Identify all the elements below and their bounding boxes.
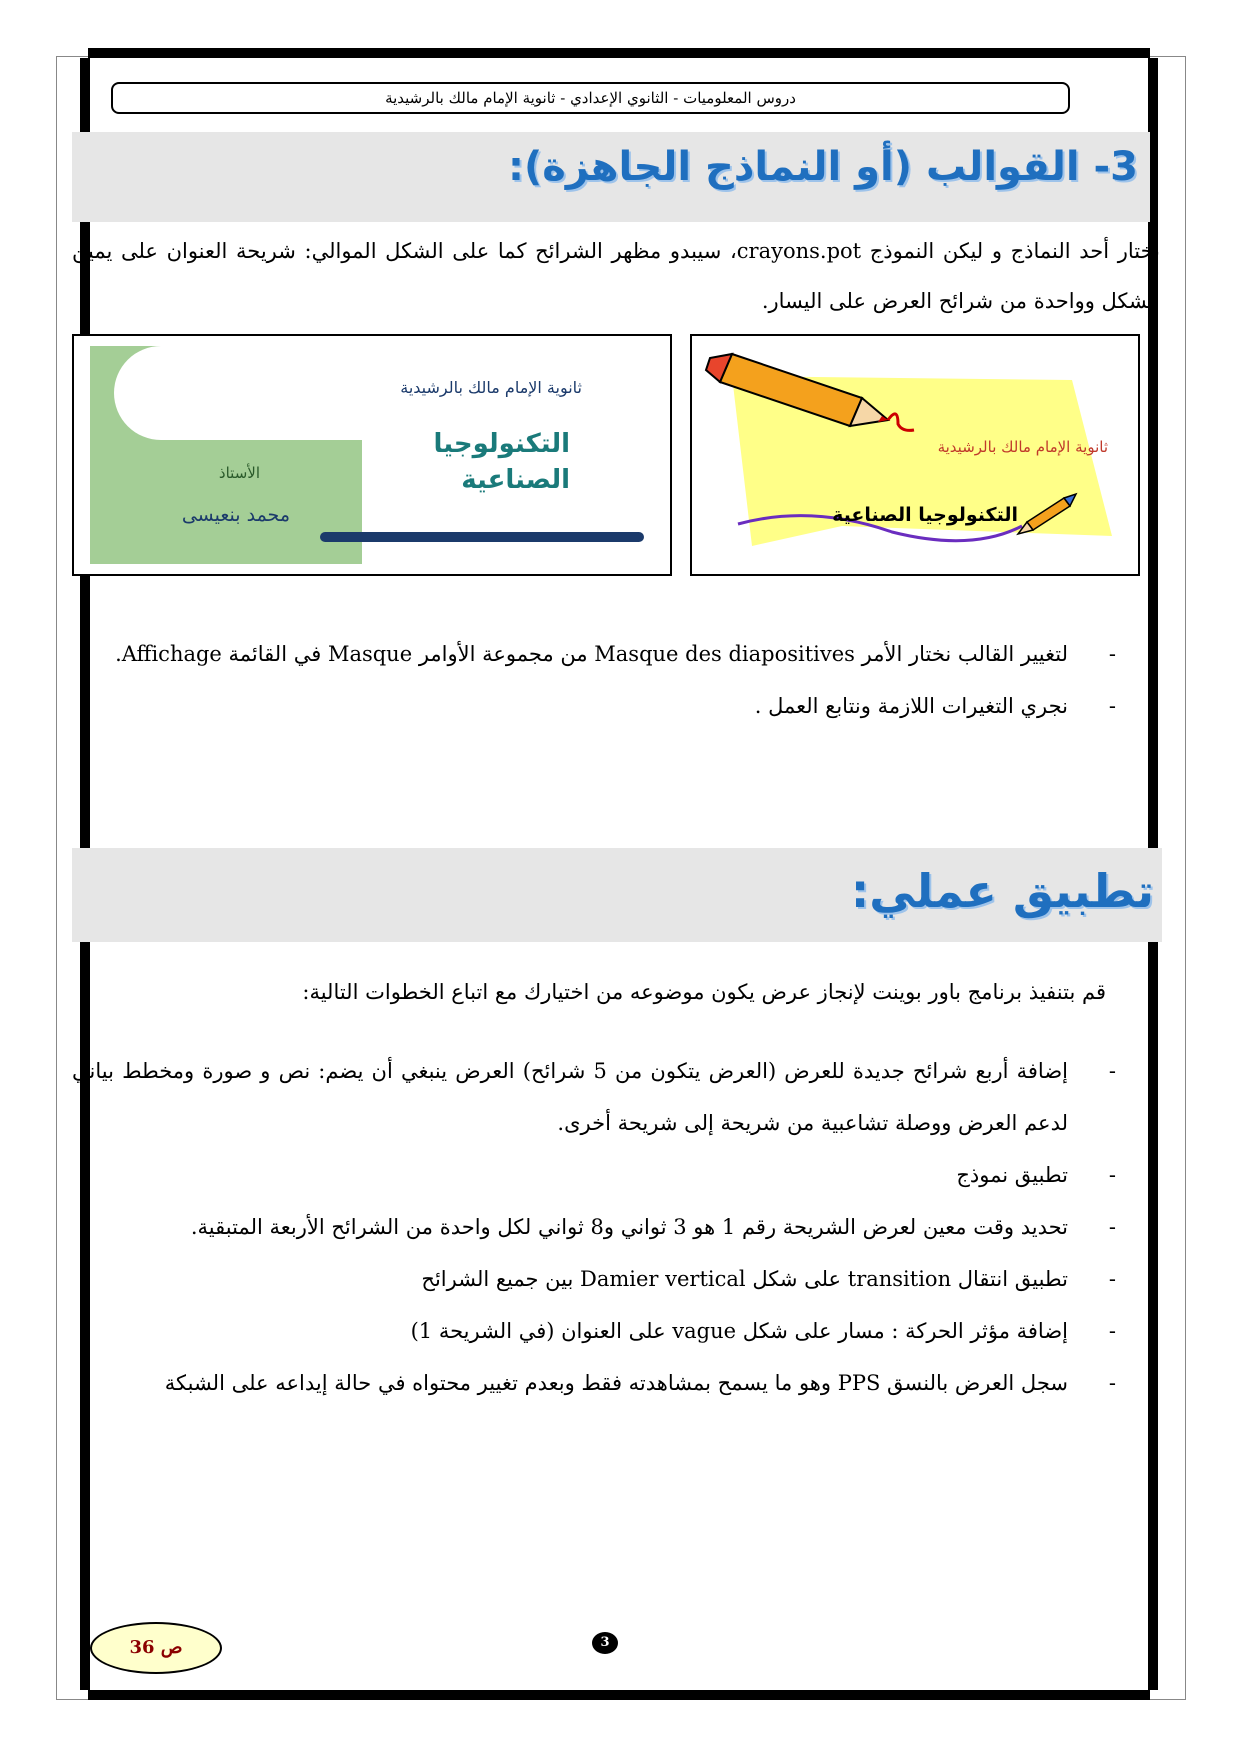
- slide-title: التكنولوجيا الصناعية: [832, 504, 1018, 526]
- slide-title-line1: التكنولوجيا: [433, 429, 570, 459]
- list-item: - نجري التغيرات اللازمة ونتابع العمل .: [72, 680, 1122, 732]
- slide-title: [434, 426, 571, 498]
- practice-title: تطبيق عملي:: [850, 864, 1154, 918]
- page-number-badge: [90, 1622, 222, 1674]
- slide-school-name: ثانوية الإمام مالك بالرشيدية: [937, 438, 1108, 456]
- frame-top-bar: [88, 48, 1150, 58]
- template-steps-list: [72, 628, 1122, 732]
- list-item: - تطبيق انتقال transition على شكل Damier vertical بين جميع الشرائح: [72, 1253, 1122, 1305]
- page-header: [111, 82, 1070, 114]
- slide-thumbnail-title: [690, 334, 1140, 576]
- slide-accent-bar: [320, 532, 644, 542]
- list-item: - تحديد وقت معين لعرض الشريحة رقم 1 هو 3 ثواني و8 ثواني لكل واحدة من الشرائح الأربعة المتبقية.: [72, 1201, 1122, 1253]
- page-number-text: ص 36: [129, 1637, 183, 1658]
- practice-intro: قم بتنفيذ برنامج باور بوينت لإنجاز عرض يكون موضوعه من اختيارك مع اتباع الخطوات التالية:: [302, 980, 1106, 1004]
- section-number-dot: 3: [592, 1632, 618, 1654]
- list-item: - سجل العرض بالنسق PPS وهو ما يسمح بمشاهدته فقط وبعدم تغيير محتواه في حالة إيداعه على الشبكة: [72, 1357, 1122, 1409]
- section-title: 3- القوالب (أو النماذج الجاهزة):: [507, 144, 1138, 190]
- practice-title-band: [72, 848, 1162, 942]
- practice-steps-list: [72, 1045, 1122, 1409]
- header-text: دروس المعلوميات - الثانوي الإعدادي - ثانوية الإمام مالك بالرشيدية: [385, 89, 796, 107]
- slide-thumbnail-content: [72, 334, 672, 576]
- slide-title-line2: الصناعية: [461, 465, 570, 495]
- list-item: - تطبيق نموذج: [72, 1149, 1122, 1201]
- section-title-band: [72, 132, 1150, 222]
- list-item: - إضافة مؤثر الحركة : مسار على شكل vague على العنوان (في الشريحة 1): [72, 1305, 1122, 1357]
- slide-prof-label: الأستاذ: [218, 464, 260, 482]
- list-item: - لتغيير القالب نختار الأمر Masque des diapositives من مجموعة الأوامر Masque في القائمة Affichage.: [72, 628, 1122, 680]
- slide-prof-name: محمد بنعيسى: [181, 504, 290, 526]
- intro-paragraph: نختار أحد النماذج و ليكن النموذج crayons.pot، سيبدو مظهر الشرائح كما على الشكل الموالي: شريحة العنوان على يمين الشكل وواحدة من شرائح العرض على اليسار.: [72, 239, 1161, 313]
- frame-bottom-bar: [88, 1690, 1150, 1700]
- slide-school-name: ثانوية الإمام مالك بالرشيدية: [400, 378, 582, 397]
- list-item: - إضافة أربع شرائح جديدة للعرض (العرض يتكون من 5 شرائح) العرض ينبغي أن يضم: نص و صورة ومخطط بياني لدعم العرض ووصلة تشاعبية من شريحة إلى شريحة أخرى.: [72, 1045, 1122, 1149]
